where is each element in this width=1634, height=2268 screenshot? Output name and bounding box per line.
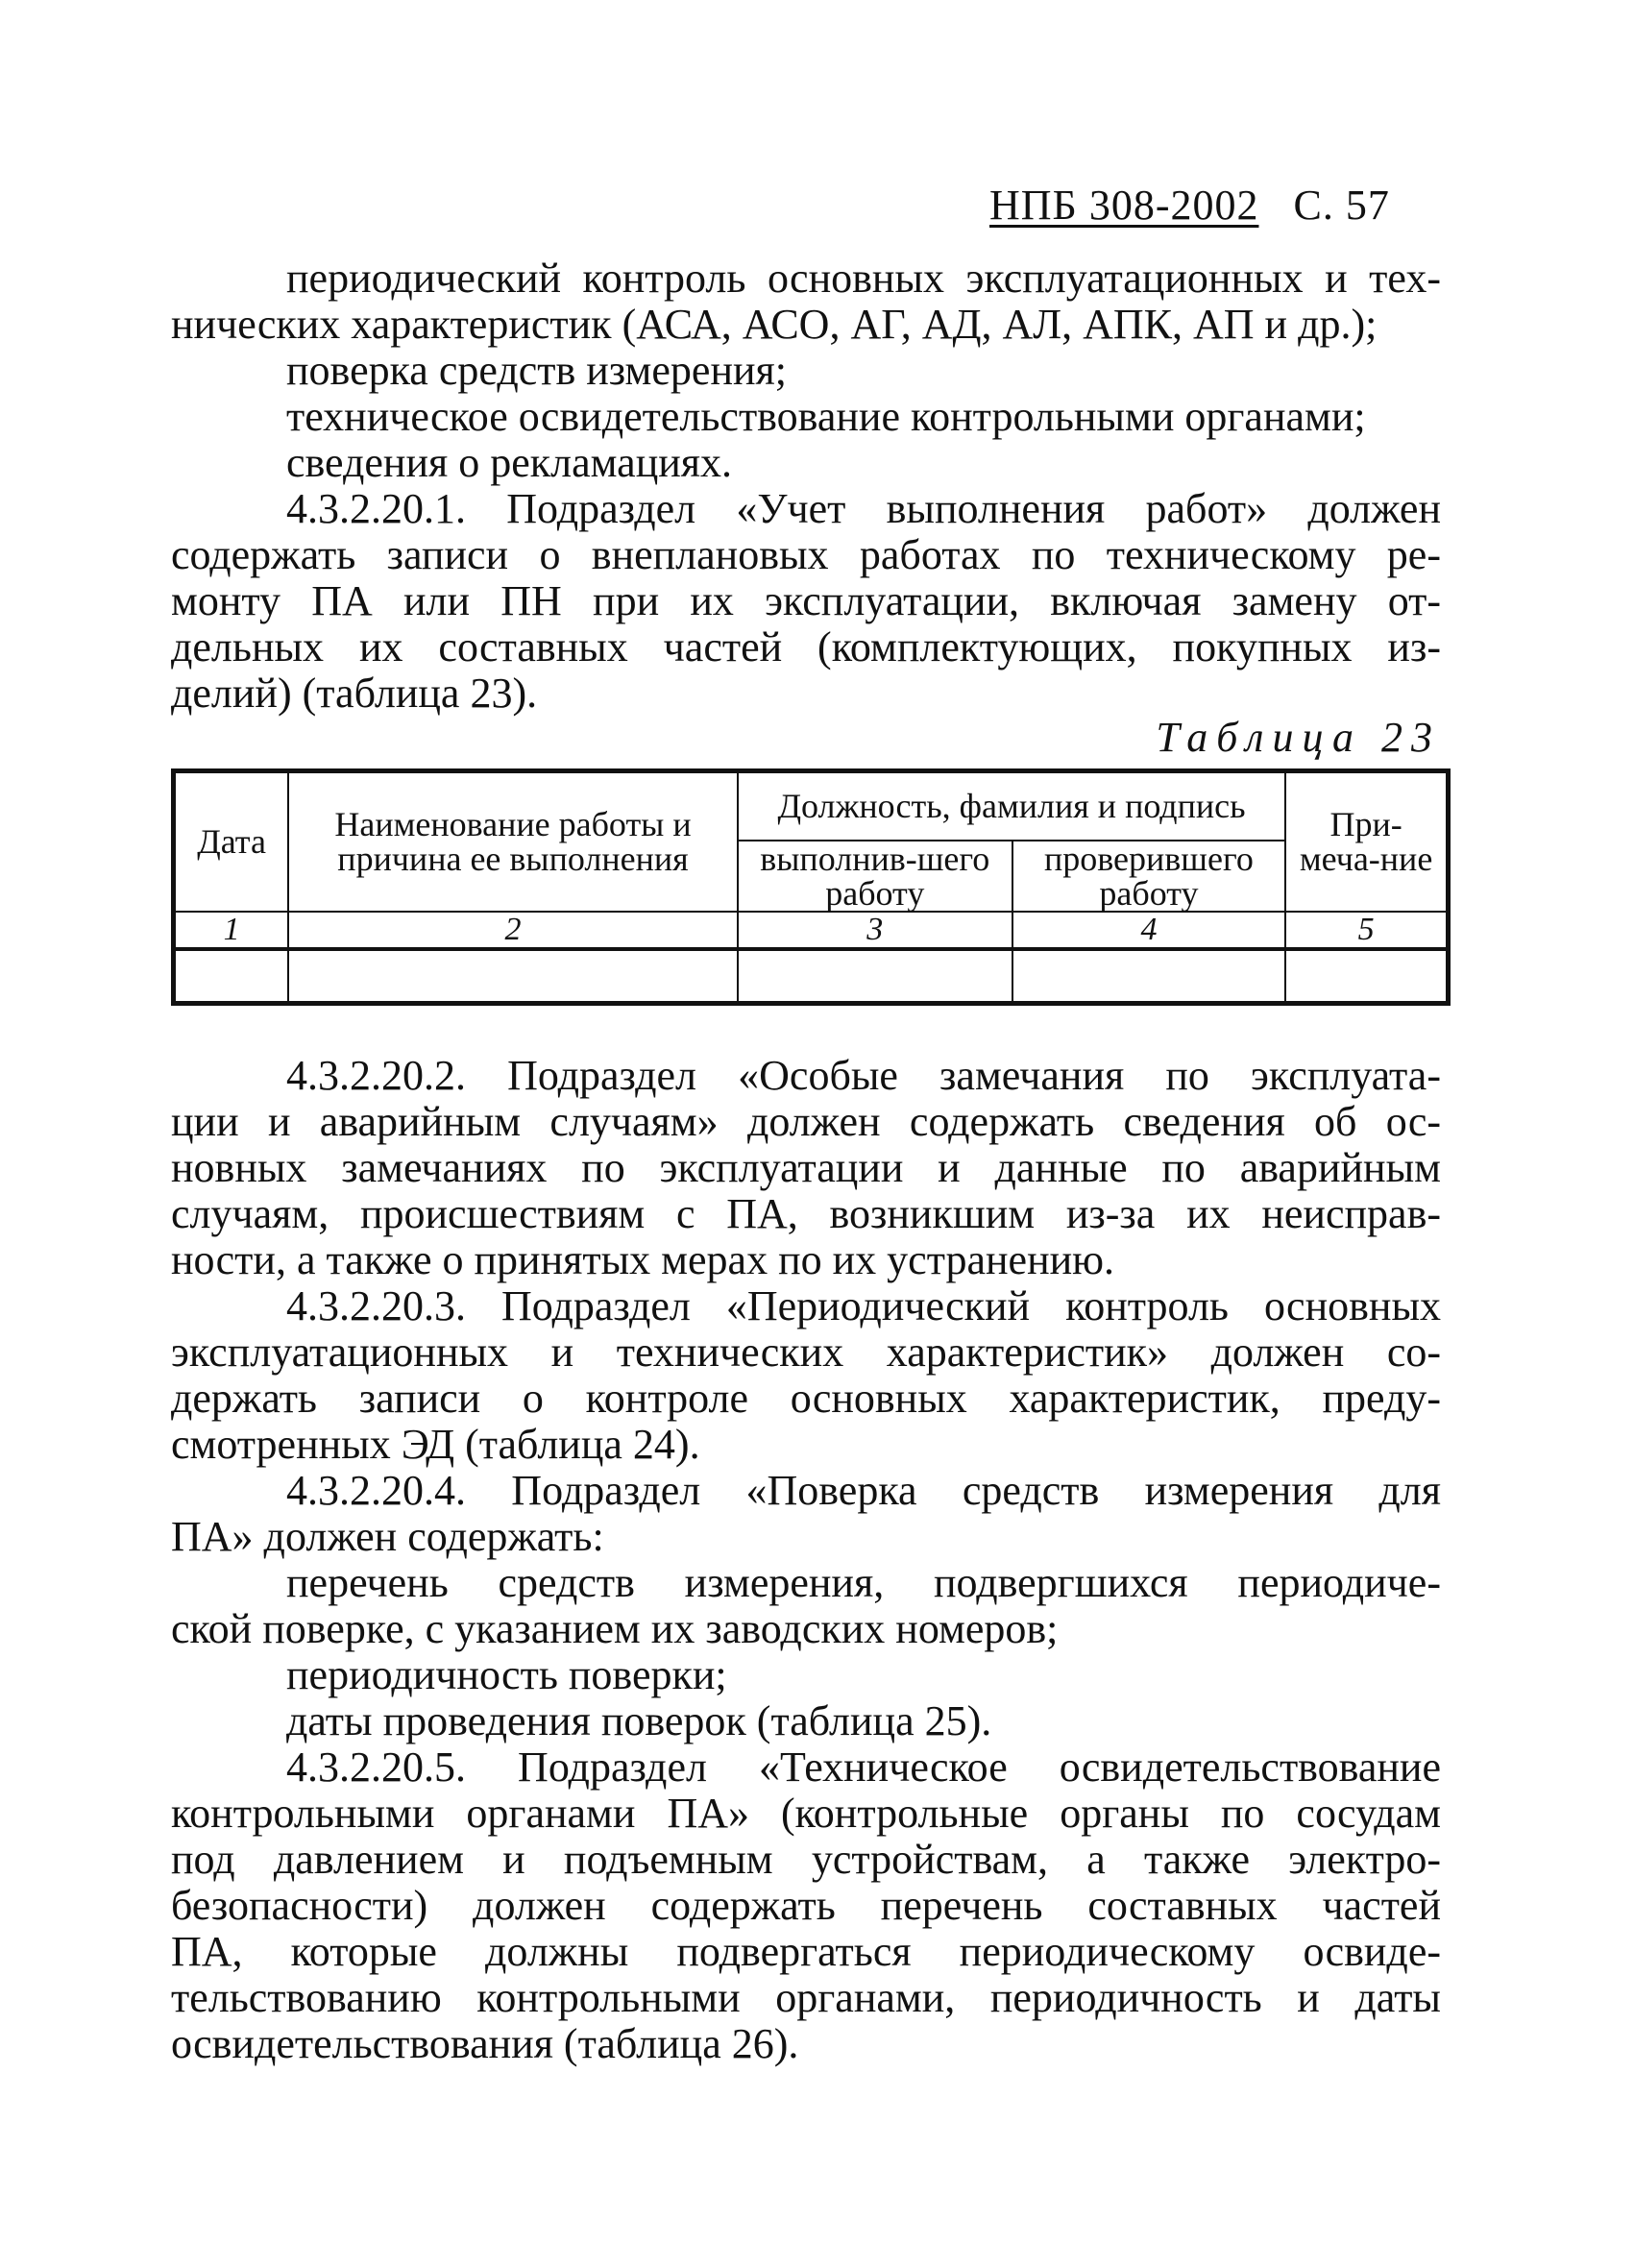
text-line: 4.3.2.20.5. Подраздел «Техническое освидетельствование <box>286 1744 1441 1791</box>
text-line: ПА» должен содержать: <box>171 1513 604 1560</box>
text-line: даты проведения поверок (таблица 25). <box>286 1697 992 1744</box>
text-line: периодический контроль основных эксплуатационных и тех- <box>286 255 1441 302</box>
col-number: 4 <box>1012 912 1285 949</box>
text-line: новных замечаниях по эксплуатации и данные по аварийным <box>171 1144 1441 1191</box>
text-line: освидетельствования (таблица 26). <box>171 2020 799 2067</box>
col-header-work-name: Наименование работы и причина ее выполнения <box>288 771 738 912</box>
text-line: содержать записи о внеплановых работах по техническому ре- <box>171 531 1441 578</box>
table-cell <box>174 949 289 1004</box>
text-line: 4.3.2.20.2. Подраздел «Особые замечания по эксплуата- <box>286 1052 1441 1099</box>
text-line: ности, а также о принятых мерах по их устранению. <box>171 1236 1115 1283</box>
text-line: контрольными органами ПА» (контрольные органы по сосудам <box>171 1790 1441 1837</box>
text-line: ской поверке, с указанием их заводских номеров; <box>171 1605 1059 1652</box>
table-cell <box>288 949 738 1004</box>
table-cell <box>738 949 1012 1004</box>
text-line: ПА, которые должны подвергаться периодическому освиде- <box>171 1928 1441 1975</box>
col-header-note: При-меча-ние <box>1285 771 1448 912</box>
text-line: ции и аварийным случаям» должен содержать сведения об ос- <box>171 1098 1441 1145</box>
text-line: нических характеристик (АСА, АСО, АГ, АД, АЛ, АПК, АП и др.); <box>171 301 1378 348</box>
table-cell <box>1012 949 1285 1004</box>
text-line: дельных их составных частей (комплектующих, покупных из- <box>171 623 1441 671</box>
text-line: сведения о рекламациях. <box>286 439 733 486</box>
text-line: периодичность поверки; <box>286 1651 727 1698</box>
col-header-position-group: Должность, фамилия и подпись <box>738 771 1285 841</box>
col-number: 1 <box>174 912 289 949</box>
col-header-performer: выполнив-шего работу <box>738 841 1012 912</box>
text-line: 4.3.2.20.1. Подраздел «Учет выполнения работ» должен <box>286 485 1441 532</box>
table-caption: Таблица 23 <box>1156 714 1441 761</box>
text-block-bottom <box>171 1053 1441 2067</box>
document-code: НПБ 308-2002 <box>989 182 1259 229</box>
text-line: 4.3.2.20.3. Подраздел «Периодический контроль основных <box>286 1282 1441 1329</box>
text-block-top <box>171 256 1441 717</box>
col-number: 5 <box>1285 912 1448 949</box>
text-line: перечень средств измерения, подвергшихся периодиче- <box>286 1559 1441 1606</box>
table-number-row <box>174 912 1449 949</box>
text-line: 4.3.2.20.4. Подраздел «Поверка средств измерения для <box>286 1467 1441 1514</box>
text-line: смотренных ЭД (таблица 24). <box>171 1421 700 1468</box>
text-line: поверка средств измерения; <box>286 347 787 394</box>
text-line: тельствованию контрольными органами, периодичность и даты <box>171 1974 1441 2021</box>
col-number: 3 <box>738 912 1012 949</box>
page-number: С. 57 <box>1293 182 1390 229</box>
text-line: монту ПА или ПН при их эксплуатации, включая замену от- <box>171 577 1441 624</box>
page-header <box>989 181 1441 230</box>
text-line: эксплуатационных и технических характеристик» должен со- <box>171 1329 1441 1376</box>
table-23 <box>171 768 1451 1006</box>
text-line: техническое освидетельствование контрольными органами; <box>286 393 1366 440</box>
text-line: случаям, происшествиям с ПА, возникшим из-за их неисправ- <box>171 1190 1441 1237</box>
col-header-checker: проверившего работу <box>1012 841 1285 912</box>
text-line: держать записи о контроле основных характеристик, преду- <box>171 1375 1441 1422</box>
text-line: под давлением и подъемным устройствам, а также электро- <box>171 1836 1441 1883</box>
table-cell <box>1285 949 1448 1004</box>
text-line: делий) (таблица 23). <box>171 670 538 717</box>
text-line: безопасности) должен содержать перечень составных частей <box>171 1882 1441 1929</box>
table-row <box>174 949 1449 1004</box>
col-header-date: Дата <box>174 771 289 912</box>
col-number: 2 <box>288 912 738 949</box>
